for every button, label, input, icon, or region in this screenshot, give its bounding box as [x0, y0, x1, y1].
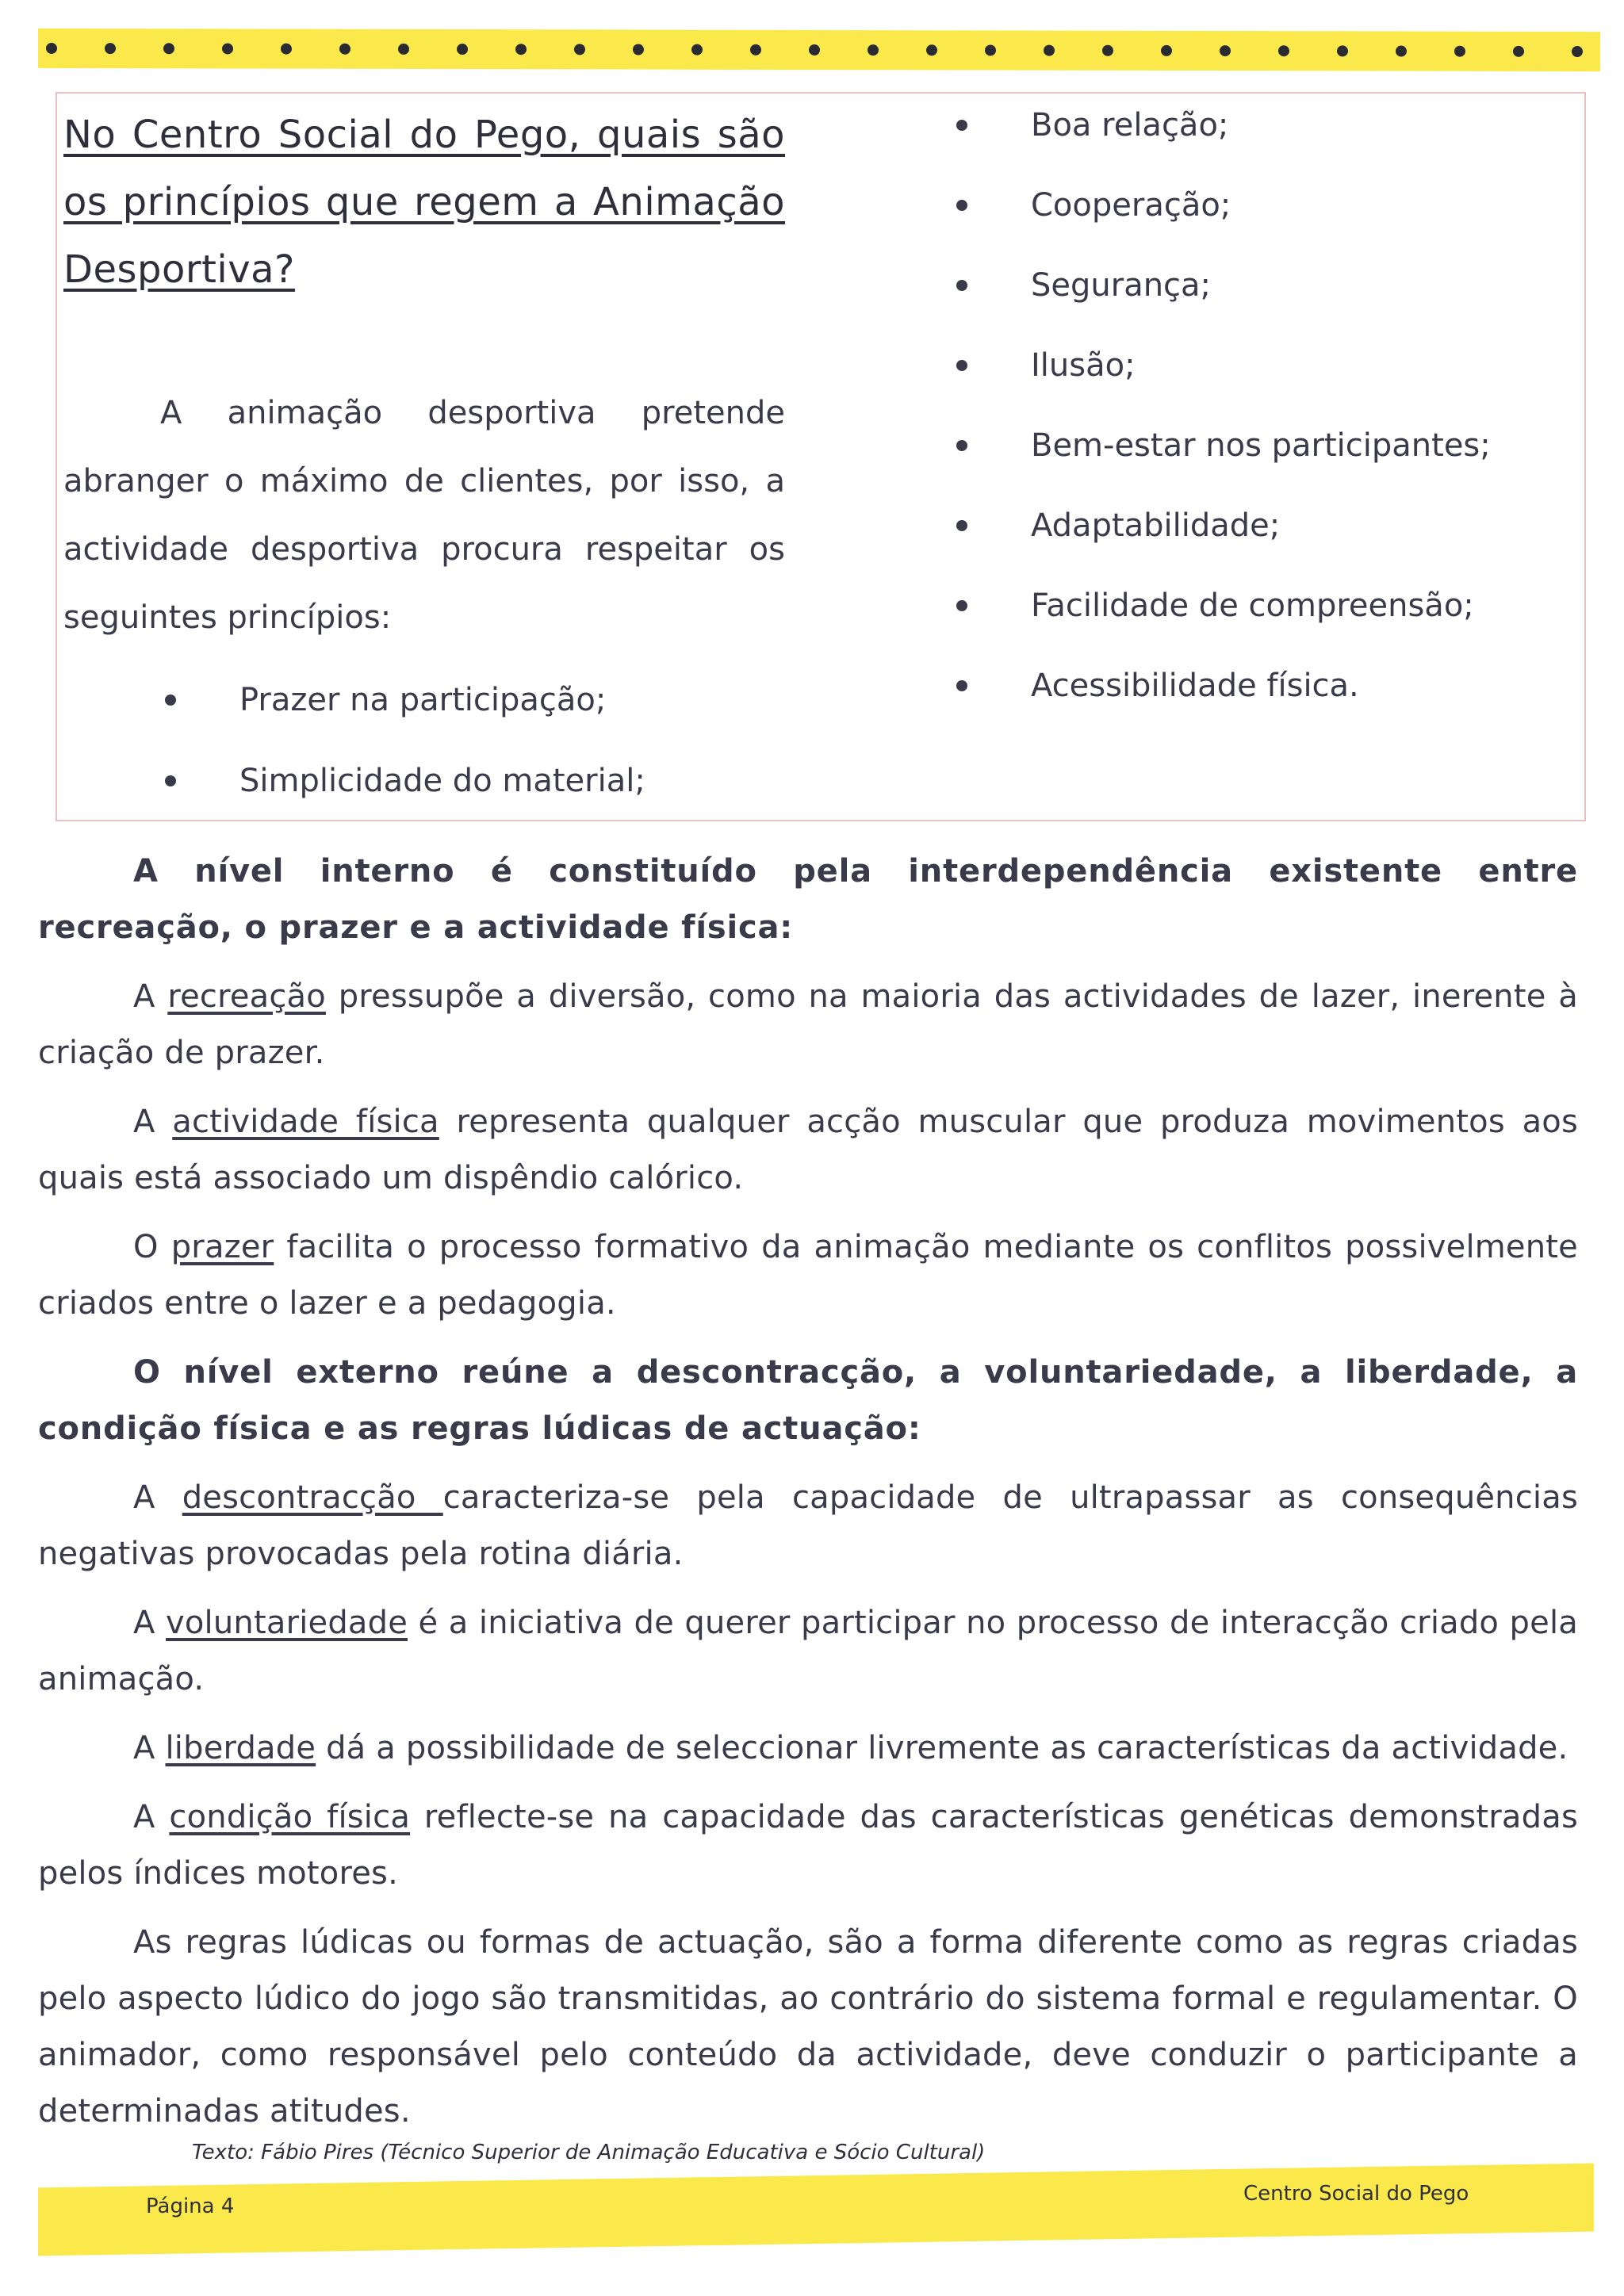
voluntariness-paragraph [38, 1595, 1578, 1708]
band-dot [750, 44, 761, 55]
bullet-icon [956, 280, 967, 291]
bullet-icon [956, 360, 967, 371]
term-voluntariness: voluntariedade [166, 1605, 408, 1641]
band-dot [691, 44, 703, 55]
physical-condition-paragraph [38, 1789, 1578, 1902]
list-item-label: Cooperação; [1031, 187, 1231, 224]
paragraph-text: A [133, 1730, 166, 1766]
band-dot [46, 43, 57, 54]
top-decorative-band [38, 29, 1600, 71]
term-recreation: recreação [167, 978, 326, 1015]
term-relaxation: descontracção [182, 1479, 443, 1516]
ludic-rules-paragraph: As regras lúdicas ou formas de actuação, são a forma diferente como as regras criadas pelo aspecto lúdico do jogo são transmitidas, ao contrário do sistema formal e regulamentar. O animador, como responsável pelo conteúdo da actividade, deve conduzir o participante a determinadas atitudes. [38, 1924, 1578, 2130]
paragraph-text: facilita o processo formativo da animação mediante os conflitos possivelmente criados entre o lazer e a pedagogia. [38, 1229, 1578, 1322]
band-dot [457, 44, 468, 55]
band-dot [633, 44, 644, 55]
list-item-label: Prazer na participação; [239, 682, 607, 718]
paragraph-text: representa qualquer acção muscular que produza movimentos aos quais está associado um dispêndio calórico. [38, 1104, 1578, 1196]
term-physical-condition: condição física [169, 1799, 411, 1835]
band-dot [1454, 46, 1465, 57]
band-dot [515, 44, 527, 55]
term-freedom: liberdade [165, 1730, 316, 1766]
list-item-label: Acessibilidade física. [1031, 668, 1359, 704]
external-level-paragraph: O nível externo reúne a descontracção, a voluntariedade, a liberdade, a condição física e as regras lúdicas de actuação: [38, 1354, 1578, 1447]
bullet-icon [956, 440, 967, 451]
paragraph-text: caracteriza-se pela capacidade de ultrapassar as consequências negativas provocadas pela rotina diária. [38, 1479, 1578, 1572]
band-dot [926, 44, 937, 55]
paragraph-text: reflecte-se na capacidade das características genéticas demonstradas pelos índices motores. [38, 1799, 1578, 1892]
box-question-heading: No Centro Social do Pego, quais são os princípios que regem a Animação Desportiva? [63, 113, 785, 292]
relaxation-paragraph [38, 1470, 1578, 1582]
paragraph-text: O [133, 1229, 171, 1265]
list-item-label: Adaptabilidade; [1031, 507, 1281, 544]
bullet-icon [956, 680, 967, 691]
band-dot [222, 43, 233, 54]
internal-level-paragraph: A nível interno é constituído pela interdependência existente entre recreação, o prazer e a actividade física: [38, 853, 1578, 946]
band-dot [105, 43, 116, 54]
text-credit: Texto: Fábio Pires (Técnico Superior de Animação Educativa e Sócio Cultural) [192, 2141, 986, 2164]
paragraph-text: A [133, 1605, 167, 1641]
band-dot [574, 44, 585, 55]
page-number: Página 4 [146, 2195, 235, 2218]
band-dot [1513, 46, 1524, 57]
band-dot [809, 44, 820, 55]
bullet-icon [956, 120, 967, 131]
band-dot [868, 44, 879, 55]
bullet-icon [956, 200, 967, 211]
band-dot [281, 44, 292, 55]
pleasure-paragraph [38, 1219, 1578, 1332]
term-physical-activity: actividade física [172, 1104, 439, 1140]
list-item-label: Ilusão; [1031, 347, 1136, 384]
band-dot [163, 43, 174, 54]
paragraph-text: dá a possibilidade de seleccionar livremente as características da actividade. [316, 1730, 1568, 1766]
list-item-label: Boa relação; [1031, 107, 1229, 144]
band-dot [1044, 45, 1055, 56]
paragraph-text: A [133, 1104, 173, 1140]
paragraph-text: é a iniciativa de querer participar no processo de interacção criado pela animação. [38, 1605, 1578, 1697]
footer-organization: Centro Social do Pego [1243, 2182, 1469, 2206]
band-dot [1337, 45, 1348, 56]
box-intro-paragraph: A animação desportiva pretende abranger o máximo de clientes, por isso, a actividade desportiva procura respeitar os seguintes princípios: [63, 395, 785, 636]
paragraph-text: A [133, 1479, 182, 1516]
footer-band [38, 2164, 1594, 2256]
paragraph-text: A [133, 978, 168, 1015]
band-dot [1161, 45, 1172, 56]
freedom-paragraph [38, 1720, 1578, 1777]
recreation-paragraph [38, 969, 1578, 1081]
band-dot [985, 44, 996, 55]
term-pleasure: prazer [170, 1229, 274, 1265]
bullet-icon [165, 695, 176, 706]
band-dot [339, 44, 350, 55]
bullet-icon [165, 775, 176, 786]
band-dot [1396, 46, 1407, 57]
band-dot [1220, 45, 1231, 56]
bullet-icon [956, 600, 967, 611]
paragraph-text: A [133, 1799, 170, 1835]
band-dot [1278, 45, 1289, 56]
list-item-label: Bem-estar nos participantes; [1031, 427, 1491, 464]
list-item-label: Segurança; [1031, 267, 1212, 304]
list-item-label: Facilidade de compreensão; [1031, 587, 1474, 624]
band-dot [1572, 46, 1583, 57]
bullet-icon [956, 520, 967, 531]
band-dot [1102, 45, 1113, 56]
paragraph-text: pressupõe a diversão, como na maioria das actividades de lazer, inerente à criação de prazer. [38, 978, 1578, 1071]
band-dot [398, 44, 409, 55]
list-item-label: Simplicidade do material; [239, 763, 645, 799]
physical-activity-paragraph [38, 1094, 1578, 1207]
